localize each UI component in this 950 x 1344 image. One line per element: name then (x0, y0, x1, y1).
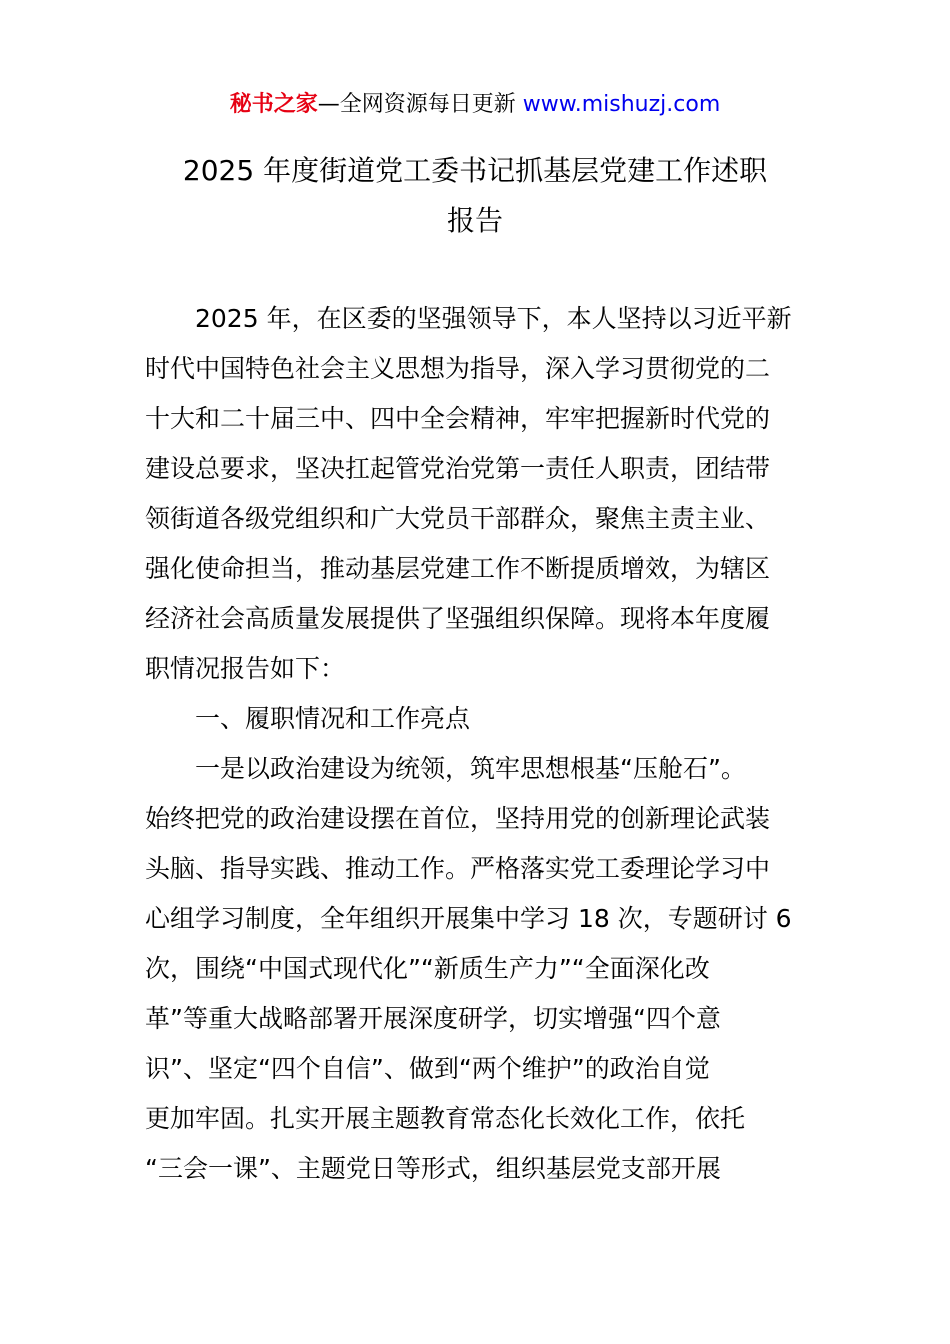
document-title (140, 146, 810, 246)
text-line: 一是以政治建设为统领，筑牢思想根基“压舱石”。 (195, 754, 746, 783)
title-line-1: 2025 年度街道党工委书记抓基层党建工作述职 (182, 154, 768, 187)
text-line: 领街道各级党组织和广大党员干部群众，聚焦主责主业、 (145, 504, 771, 533)
document-body (145, 294, 810, 1194)
text-line: 时代中国特色社会主义思想为指导，深入学习贯彻党的二 (145, 354, 771, 383)
text-line: 2025 年，在区委的坚强领导下，本人坚持以习近平新 (195, 304, 792, 333)
text-line: 头脑、指导实践、推动工作。严格落实党工委理论学习中 (145, 854, 771, 883)
header-separator: — (317, 92, 340, 117)
text-line: 心组学习制度，全年组织开展集中学习 18 次，专题研讨 6 (145, 904, 792, 933)
paragraph-intro (145, 294, 810, 694)
text-line: 始终把党的政治建设摆在首位，坚持用党的创新理论武装 (145, 804, 771, 833)
site-url-link[interactable]: www.mishuzj.com (522, 92, 721, 117)
text-line: 识”、坚定“四个自信”、做到“两个维护”的政治自觉 (145, 1054, 710, 1083)
text-line: 经济社会高质量发展提供了坚强组织保障。现将本年度履 (145, 604, 771, 633)
header-slogan: 全网资源每日更新 (339, 92, 523, 117)
text-line: 次，围绕“中国式现代化”“新质生产力”“全面深化改 (145, 954, 710, 983)
text-line: “三会一课”、主题党日等形式，组织基层党支部开展 (145, 1154, 721, 1183)
title-line-2: 报告 (446, 204, 503, 237)
text-line: 十大和二十届三中、四中全会精神，牢牢把握新时代党的 (145, 404, 771, 433)
paragraph-political-building (145, 744, 810, 1194)
site-header (0, 88, 950, 122)
text-line: 职情况报告如下： (145, 654, 346, 683)
text-line: 革”等重大战略部署开展深度研学，切实增强“四个意 (145, 1004, 721, 1033)
brand-name: 秘书之家 (229, 92, 318, 117)
text-line: 更加牢固。扎实开展主题教育常态化长效化工作，依托 (145, 1104, 746, 1133)
text-line: 强化使命担当，推动基层党建工作不断提质增效，为辖区 (145, 554, 771, 583)
section-heading: 一、履职情况和工作亮点 (195, 704, 471, 733)
text-line: 建设总要求，坚决扛起管党治党第一责任人职责，团结带 (145, 454, 771, 483)
